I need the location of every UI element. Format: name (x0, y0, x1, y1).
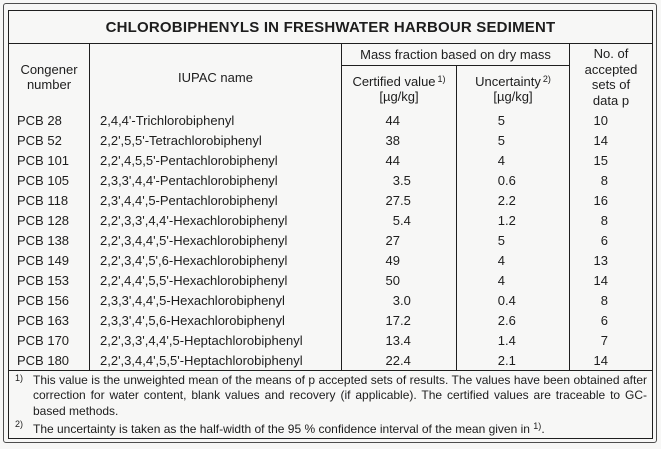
table-body (9, 111, 653, 371)
certified-value-cell: 44 (342, 151, 457, 171)
accepted-sets-cell: 14 (570, 351, 653, 371)
iupac-name-cell: 2,3,3',4',5,6-Hexachlorobiphenyl (90, 311, 342, 331)
footnote-2-ref-icon: 1) (533, 421, 542, 432)
table-row (9, 251, 653, 271)
congener-number-cell: PCB 138 (17, 233, 70, 248)
uncertainty-cell: 2.1 (457, 351, 570, 371)
footnote-2-text: The uncertainty is taken as the half-width of the 95 % confidence interval of the mean given in $^{1)}$. (33, 421, 545, 437)
congener-number-cell: PCB 128 (17, 213, 70, 228)
accepted-sets-cell: 8 (570, 291, 653, 311)
uncertainty-unit-label: [µg/kg] (493, 89, 533, 105)
certified-value-cell: 49 (342, 251, 457, 271)
certified-value-cell: 44 (342, 111, 457, 131)
iupac-name-cell: 2,4,4'-Trichlorobiphenyl (90, 111, 342, 131)
uncertainty-cell: 5 (457, 131, 570, 151)
column-header-certified-value: Certified value $^{1)}$ [µg/kg] (342, 66, 457, 111)
column-header-iupac-name: IUPAC name (90, 44, 342, 111)
certified-value-cell: 13.4 (342, 331, 457, 351)
uncertainty-cell: 4 (457, 251, 570, 271)
uncertainty-cell: 0.4 (457, 291, 570, 311)
uncertainty-cell: 2.2 (457, 191, 570, 211)
accepted-sets-cell: 10 (570, 111, 653, 131)
iupac-name-cell: 2,3,3',4,4'-Pentachlorobiphenyl (90, 171, 342, 191)
footnote-2 (11, 419, 647, 437)
certified-unit-label: [µg/kg] (379, 89, 419, 105)
iupac-name-cell: 2,2',5,5'-Tetrachlorobiphenyl (90, 131, 342, 151)
footnote-1 (11, 373, 647, 419)
congener-number-cell: PCB 170 (17, 333, 70, 348)
congener-number-cell: PCB 153 (17, 273, 70, 288)
certificate-table-container (8, 10, 653, 439)
uncertainty-cell: 2.6 (457, 311, 570, 331)
iupac-name-cell: 2,2',3,4,4',5'-Hexachlorobiphenyl (90, 231, 342, 251)
congener-number-cell: PCB 180 (17, 352, 70, 368)
footnote-ref-2-icon: 2) (542, 73, 551, 84)
column-group-header-mass-fraction: Mass fraction based on dry mass (342, 44, 570, 66)
congener-number-cell: PCB 149 (17, 253, 70, 268)
table-row (9, 271, 653, 291)
uncertainty-cell: 4 (457, 271, 570, 291)
certified-value-cell: 27 (342, 231, 457, 251)
footnote-2-marker: 2) (15, 419, 24, 430)
accepted-sets-cell: 16 (570, 191, 653, 211)
uncertainty-cell: 0.6 (457, 171, 570, 191)
table-row (9, 311, 653, 331)
accepted-sets-cell: 7 (570, 331, 653, 351)
table-row (9, 191, 653, 211)
congener-number-cell: PCB 118 (17, 193, 69, 208)
header-row-group (9, 44, 653, 66)
chlorobiphenyls-table (8, 10, 653, 439)
uncertainty-cell: 1.4 (457, 331, 570, 351)
column-header-uncertainty: Uncertainty $^{2)}$ [µg/kg] (457, 66, 570, 111)
table-row (9, 151, 653, 171)
iupac-name-cell: 2,2',3,3',4,4',5-Heptachlorobiphenyl (90, 331, 342, 351)
table-row (9, 131, 653, 151)
certified-value-cell: 17.2 (342, 311, 457, 331)
congener-number-cell: PCB 28 (17, 113, 62, 128)
column-header-accepted-sets: No. of accepted sets of data p (570, 44, 653, 111)
accepted-sets-cell: 8 (570, 211, 653, 231)
iupac-name-cell: 2,2',3,3',4,4'-Hexachlorobiphenyl (90, 211, 342, 231)
uncertainty-cell: 4 (457, 151, 570, 171)
congener-number-cell: PCB 105 (17, 173, 70, 188)
table-row (9, 331, 653, 351)
accepted-sets-cell: 6 (570, 311, 653, 331)
accepted-sets-cell: 8 (570, 171, 653, 191)
accepted-sets-cell: 14 (570, 271, 653, 291)
certified-value-cell: 5.4 (342, 211, 457, 231)
footnote-1-text: This value is the unweighted mean of the means of p accepted sets of results. The values have been obtained after correction for water content, blank values and recovery (if applicable). The certified values are traceable to GC-based methods. (33, 373, 647, 418)
congener-number-cell: PCB 52 (17, 133, 62, 148)
table-row (9, 211, 653, 231)
iupac-name-cell: 2,2',4,4',5,5'-Hexachlorobiphenyl (90, 271, 342, 291)
accepted-sets-cell: 13 (570, 251, 653, 271)
certified-value-cell: 3.0 (342, 291, 457, 311)
table-row (9, 111, 653, 131)
footnote-1-marker: 1) (15, 373, 24, 383)
uncertainty-cell: 5 (457, 111, 570, 131)
certified-value-cell: 38 (342, 131, 457, 151)
footnotes-area (9, 371, 653, 439)
iupac-name-cell: 2,3,3',4,4',5-Hexachlorobiphenyl (90, 291, 342, 311)
certified-value-cell: 22.4 (342, 351, 457, 371)
iupac-name-cell: 2,2',4,5,5'-Pentachlorobiphenyl (90, 151, 342, 171)
accepted-sets-cell: 15 (570, 151, 653, 171)
column-header-congener-number: Congener number (20, 61, 78, 93)
uncertainty-cell: 1.2 (457, 211, 570, 231)
footnote-ref-1-icon: 1) (437, 73, 446, 84)
certified-value-cell: 50 (342, 271, 457, 291)
table-row (9, 171, 653, 191)
congener-number-cell: PCB 101 (17, 153, 70, 168)
certified-value-cell: 27.5 (342, 191, 457, 211)
certified-value-cell: 3.5 (342, 171, 457, 191)
congener-number-cell: PCB 163 (17, 313, 70, 328)
table-row (9, 351, 653, 371)
congener-number-cell: PCB 156 (17, 293, 70, 308)
iupac-name-cell: 2,3',4,4',5-Pentachlorobiphenyl (90, 191, 342, 211)
title-row (9, 11, 653, 44)
iupac-name-cell: 2,2',3,4,4',5,5'-Heptachlorobiphenyl (90, 351, 342, 371)
table-title: CHLOROBIPHENYLS IN FRESHWATER HARBOUR SEDIMENT (9, 11, 653, 44)
footnotes-row (9, 371, 653, 439)
table-row (9, 231, 653, 251)
accepted-sets-cell: 6 (570, 231, 653, 251)
uncertainty-cell: 5 (457, 231, 570, 251)
accepted-sets-cell: 14 (570, 131, 653, 151)
iupac-name-cell: 2,2',3,4',5',6-Hexachlorobiphenyl (90, 251, 342, 271)
table-row (9, 291, 653, 311)
